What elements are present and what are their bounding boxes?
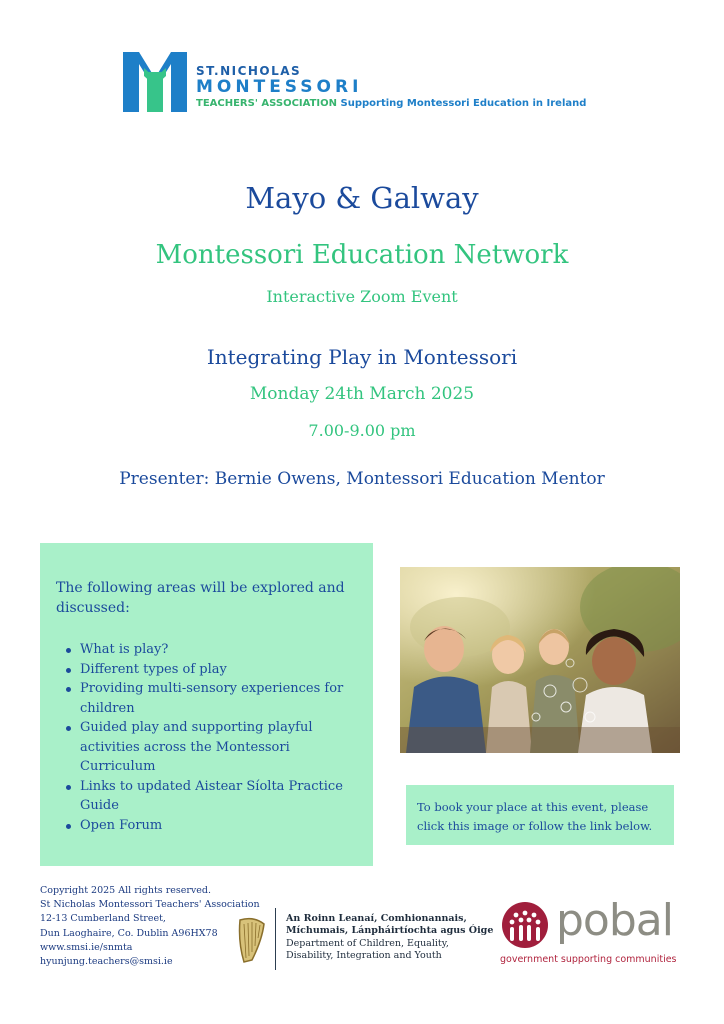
dept-english-line-1: Department of Children, Equality, <box>286 937 449 949</box>
event-presenter: Presenter: Bernie Owens, Montessori Education Mentor <box>119 469 605 489</box>
snmta-logo-mark-icon <box>122 50 188 114</box>
harp-icon <box>234 916 268 966</box>
children-playing-photo[interactable] <box>400 567 680 753</box>
snmta-logo <box>122 50 622 116</box>
logo-line-3 <box>196 97 586 110</box>
list-item <box>56 718 357 777</box>
footer-copyright: Copyright 2025 All rights reserved. <box>40 885 211 896</box>
footer-address-1: 12-13 Cumberland Street, <box>40 913 166 925</box>
event-network: Montessori Education Network <box>155 240 569 270</box>
logo-association: TEACHERS' ASSOCIATION <box>196 98 338 109</box>
bullet-icon <box>66 687 71 692</box>
list-item <box>56 777 357 816</box>
footer-divider <box>275 908 276 970</box>
topic-text: Different types of play <box>80 661 227 677</box>
list-item <box>56 660 357 680</box>
bullet-icon <box>66 668 71 673</box>
list-item <box>56 640 357 660</box>
topic-text: What is play? <box>80 642 169 657</box>
footer-org: St Nicholas Montessori Teachers' Association <box>40 899 260 911</box>
footer-website-link[interactable]: www.smsi.ie/snmta <box>40 941 133 953</box>
topic-text: Providing multi-sensory experiences for children <box>80 681 344 716</box>
logo-line-2: MONTESSORI <box>196 77 363 97</box>
topic-text: Links to updated Aistear Síolta Practice Guide <box>80 778 343 813</box>
logo-line-1: ST.NICHOLAS <box>196 64 302 78</box>
topics-box <box>40 543 373 866</box>
dept-irish-line-2: Míchumais, Lánpháirtíochta agus Óige <box>286 925 494 937</box>
snmta-logo-text <box>196 64 586 110</box>
footer-address-2: Dun Laoghaire, Co. Dublin A96HX78 <box>40 927 218 939</box>
footer-email-link[interactable]: hyunjung.teachers@smsi.ie <box>40 956 173 968</box>
event-title: Integrating Play in Montessori <box>206 345 518 369</box>
bullet-icon <box>66 726 71 731</box>
topic-text: Open Forum <box>80 817 163 833</box>
dept-irish-line-1: An Roinn Leanaí, Comhionannais, <box>286 913 467 924</box>
department-logo <box>286 913 493 962</box>
booking-link[interactable]: To book your place at this event, please click this image or follow the link below. <box>406 785 674 845</box>
bullet-icon <box>66 648 71 653</box>
footer-contact <box>40 884 260 969</box>
pobal-tagline: government supporting communities <box>500 954 677 965</box>
event-time: 7.00-9.00 pm <box>308 421 416 440</box>
dept-english-line-2: Disability, Integration and Youth <box>286 949 442 961</box>
topics-list <box>56 640 357 835</box>
topics-intro: The following areas will be explored and discussed: <box>56 580 345 616</box>
event-date: Monday 24th March 2025 <box>249 384 475 404</box>
list-item <box>56 679 357 718</box>
pobal-logo-icon <box>498 901 552 949</box>
logo-tagline: Supporting Montessori Education in Ireland <box>340 98 587 109</box>
bullet-icon <box>66 785 71 790</box>
list-item <box>56 816 357 836</box>
event-format: Interactive Zoom Event <box>266 287 458 306</box>
bullet-icon <box>66 824 71 829</box>
topic-text: Guided play and supporting playful activities across the Montessori Curriculum <box>80 720 313 774</box>
event-region: Mayo & Galway <box>245 181 479 215</box>
pobal-wordmark: pobal <box>556 895 673 946</box>
